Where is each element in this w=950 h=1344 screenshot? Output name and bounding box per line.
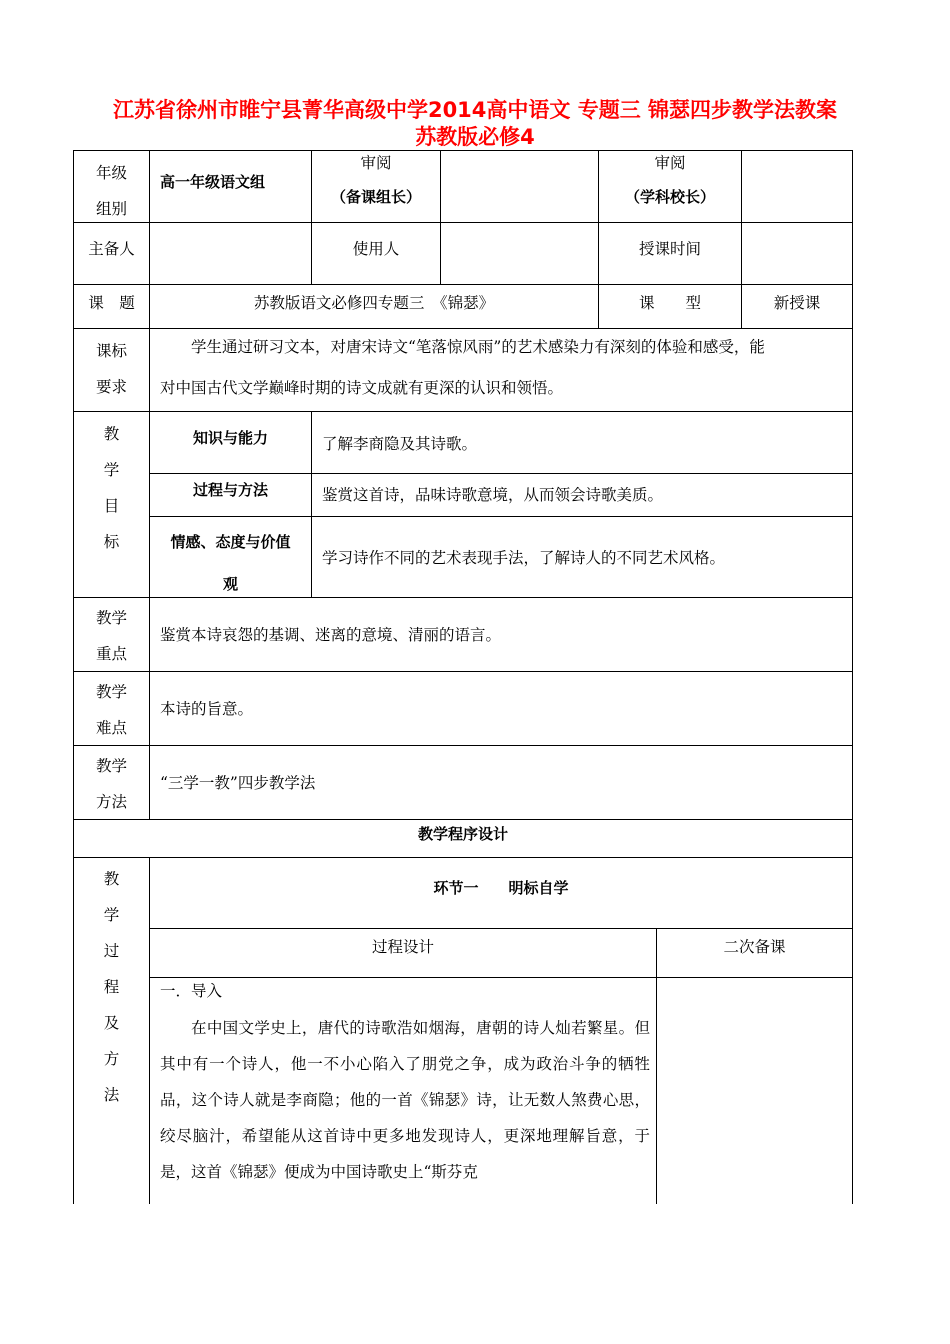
focus-label: 教学 重点 bbox=[95, 609, 127, 663]
standards-line-2: 对中国古代文学巅峰时期的诗文成就有更深的认识和领悟。 bbox=[160, 379, 564, 397]
review-role-2: （学科校长） bbox=[624, 188, 715, 206]
process-design-header: 过程设计 bbox=[371, 938, 434, 956]
objective-process-label: 过程与方法 bbox=[192, 481, 268, 499]
standards-label: 课标 要求 bbox=[95, 342, 127, 396]
review-label-2: 审阅 bbox=[654, 154, 686, 172]
objective-knowledge-text: 了解李商隐及其诗歌。 bbox=[322, 435, 478, 453]
objectives-label: 教 学 目 标 bbox=[103, 425, 120, 551]
second-prep-header: 二次备课 bbox=[723, 938, 786, 956]
objective-process-text: 鉴赏这首诗，品味诗歌意境，从而领会诗歌美质。 bbox=[322, 486, 664, 504]
intro-heading: 一．导入 bbox=[160, 982, 223, 1000]
program-side-label: 教 学 过 程 及 方 法 bbox=[103, 870, 120, 1104]
group-name: 高一年级语文组 bbox=[160, 173, 266, 191]
section-title: 环节一 明标自学 bbox=[433, 879, 569, 897]
grade-label: 年级 组别 bbox=[95, 164, 127, 218]
topic-label: 课 题 bbox=[88, 294, 135, 312]
class-time-label: 授课时间 bbox=[638, 240, 701, 258]
difficulty-text: 本诗的旨意。 bbox=[160, 700, 254, 718]
type-label: 课 型 bbox=[638, 294, 701, 312]
user-label: 使用人 bbox=[352, 240, 400, 258]
method-label: 教学 方法 bbox=[95, 757, 127, 811]
difficulty-label: 教学 难点 bbox=[95, 683, 127, 737]
intro-paragraph: 在中国文学史上，唐代的诗歌浩如烟海，唐朝的诗人灿若繁星。但其中有一个诗人，他一不小心陷入了朋党之争，成为政治斗争的牺牲品，这个诗人就是李商隐；他的一首《锦瑟》诗，让无数人煞费心思，绞尽脑汁，希望能从这首诗中更多地发现诗人，更深地理解旨意，于是，这首《锦瑟》便成为中国诗歌史上“斯芬克 bbox=[160, 1019, 650, 1181]
type-value: 新授课 bbox=[773, 294, 821, 312]
objective-attitude-text: 学习诗作不同的艺术表现手法，了解诗人的不同艺术风格。 bbox=[322, 549, 726, 567]
main-preparer-label: 主备人 bbox=[88, 240, 135, 258]
review-role-1: （备课组长） bbox=[330, 188, 421, 206]
standards-line-1: 学生通过研习文本，对唐宋诗文“笔落惊风雨”的艺术感染力有深刻的体验和感受，能 bbox=[191, 338, 765, 356]
focus-text: 鉴赏本诗哀怨的基调、迷离的意境、清丽的语言。 bbox=[160, 626, 502, 644]
topic-value: 苏教版语文必修四专题三 《锦瑟》 bbox=[253, 294, 495, 312]
method-text: “三学一教”四步教学法 bbox=[160, 774, 316, 792]
review-label-1: 审阅 bbox=[360, 154, 392, 172]
objective-attitude-label: 情感、态度与价值 观 bbox=[170, 533, 291, 593]
document-title-line-1: 江苏省徐州市睢宁县菁华高级中学2014高中语文 专题三 锦瑟四步教学法教案 bbox=[112, 98, 838, 122]
document-title-line-2: 苏教版必修4 bbox=[415, 125, 535, 149]
program-heading: 教学程序设计 bbox=[417, 825, 508, 843]
objective-knowledge-label: 知识与能力 bbox=[192, 429, 268, 447]
